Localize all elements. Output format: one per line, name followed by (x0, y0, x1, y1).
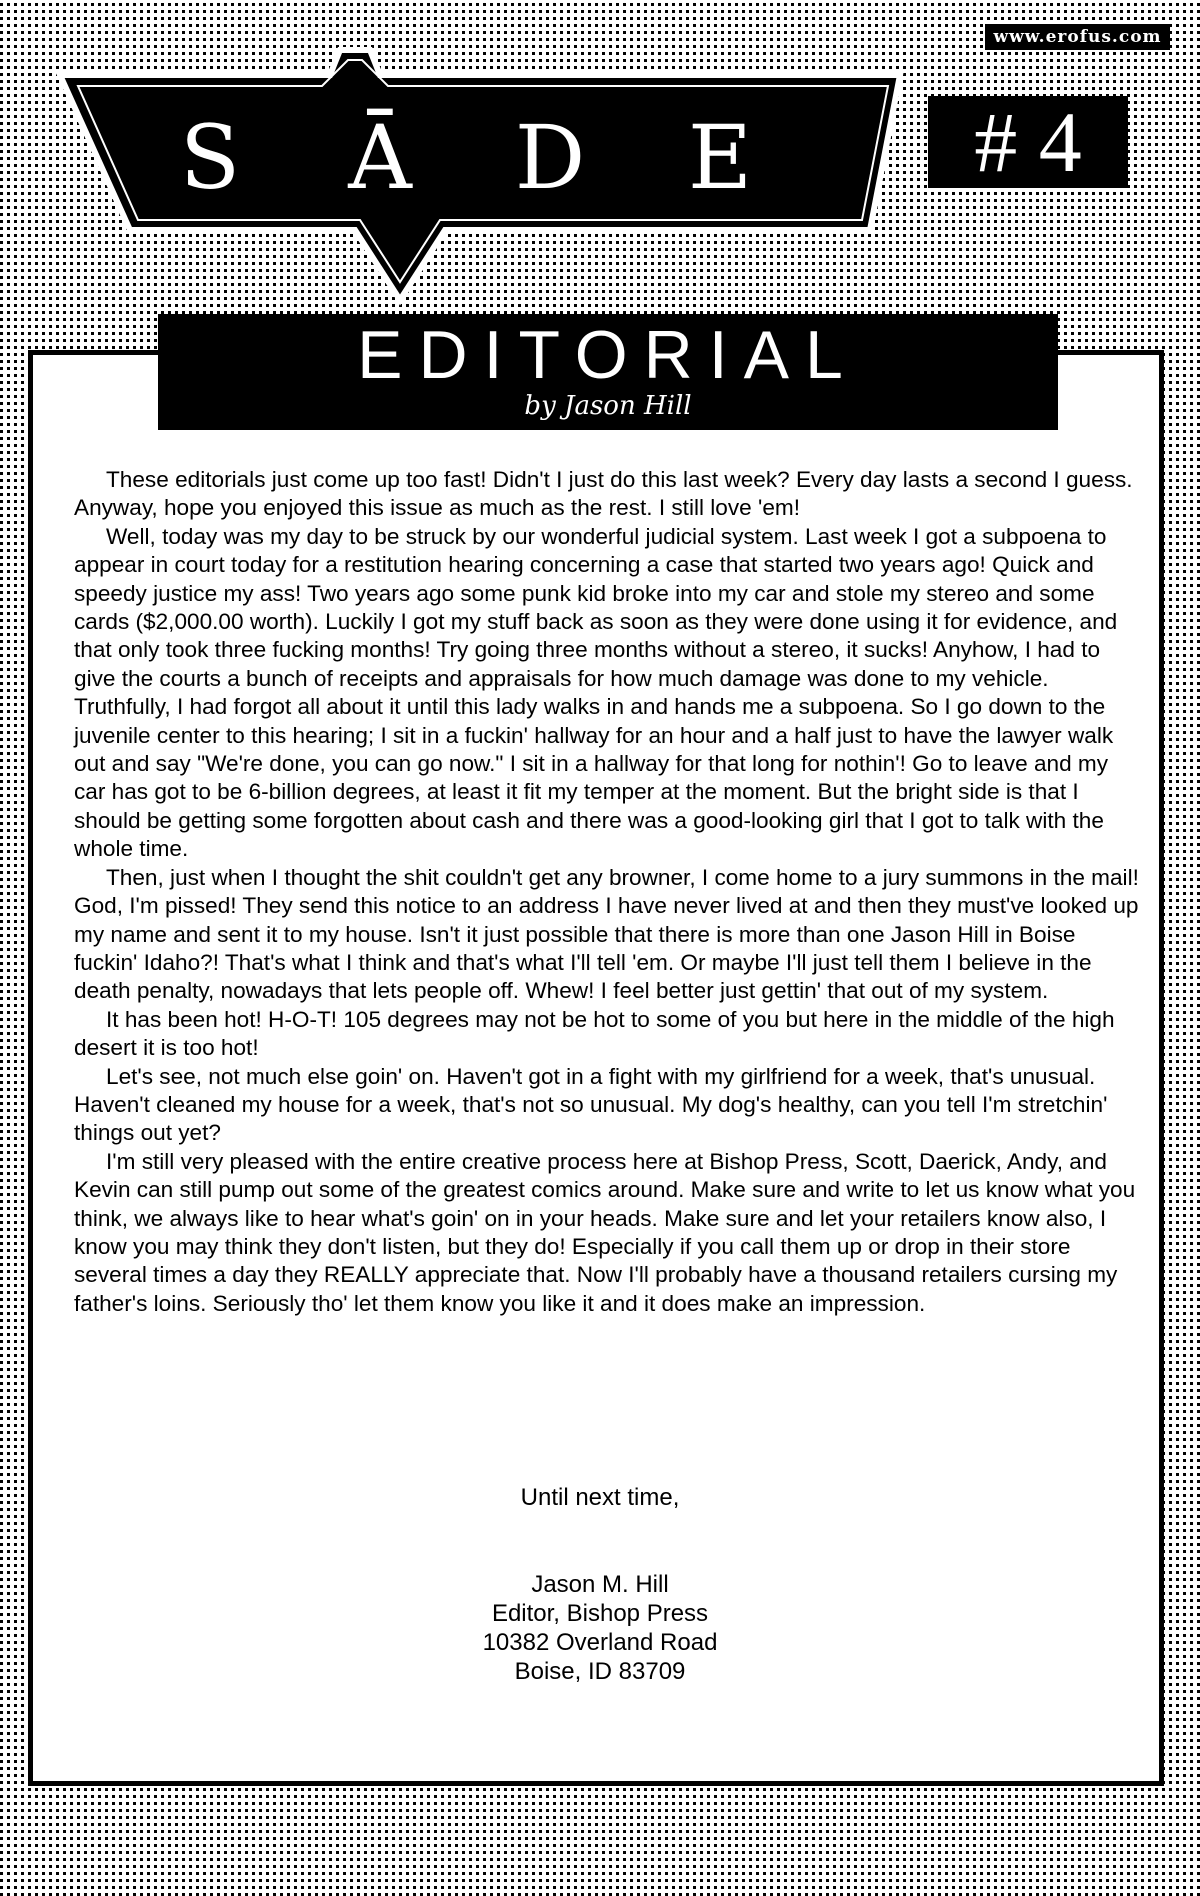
address-title: Editor, Bishop Press (491, 1600, 709, 1627)
issue-number: # 4 (928, 96, 1128, 188)
address-city: Boise, ID 83709 (514, 1658, 686, 1685)
paragraph: Let's see, not much else goin' on. Haven't got in a fight with my girlfriend for a week, that's unusual. Haven't cleaned my house for a week, that's not so unusual. My dog's healthy, can you tell I'm stretchin' things out yet? (74, 1063, 1108, 1146)
editorial-body (74, 466, 1139, 1318)
paragraph: These editorials just come up too fast! Didn't I just do this last week? Every day lasts a second I guess. Anyway, hope you enjoyed this issue as much as the rest. I still love 'em! (74, 467, 1133, 521)
logo-letter-s: S (179, 106, 241, 209)
logo-letter-a: Ā (348, 106, 412, 209)
logo-letters (150, 108, 780, 208)
editorial-header (158, 314, 1058, 430)
logo-letter-e: E (687, 106, 753, 209)
closing-block (300, 1483, 900, 1686)
signoff: Until next time, (520, 1484, 680, 1511)
editorial-title: EDITORIAL (357, 317, 859, 393)
editorial-byline: by Jason Hill (524, 391, 692, 421)
watermark: www.erofus.com (985, 24, 1170, 50)
paragraph: It has been hot! H-O-T! 105 degrees may not be hot to some of you but here in the middle of the high desert it is too hot! (74, 1006, 1115, 1061)
paragraph: Well, today was my day to be struck by our wonderful judicial system. Last week I got a subpoena to appear in court today for a restitution hearing concerning a case that started two years ago! Quick and speedy justice my ass! Two years ago some punk kid broke into my car and stole my stereo and some cards ($2,000.00 worth). Luckily I got my stuff back as soon as they were done using it for evidence, and that only took three fucking months! Try going three months without a stereo, it sucks! Anyhow, I had to give the courts a bunch of receipts and appraisals for how much damage was done to my vehicle. Truthfully, I had forgot all about it until this lady walks in and hands me a subpoena. So I go down to the juvenile center to this hearing; I sit in a fuckin' hallway for an hour and a half just to have the lawyer walk out and say "We're done, you can go now." I sit in a hallway for that long for nothin'! Go to leave and my car has got to be 6-billion degrees, at least it fit my temper at the moment. But the bright side is that I should be getting some forgotten about cash and there was a good-looking girl that I got to talk with the whole time. (74, 523, 1118, 862)
address-name: Jason M. Hill (531, 1571, 669, 1598)
logo-letter-d: D (514, 106, 586, 209)
paragraph: I'm still very pleased with the entire creative process here at Bishop Press, Scott, Daerick, Andy, and Kevin can still pump out some of the greatest comics around. Make sure and write to let us know what you think, we always like to hear what's goin' on in your heads. Make sure and let your retailers know also, I know you may think they don't listen, but they do! Especially if you call them up or drop in their store several times a day they REALLY appreciate that. Now I'll probably have a thousand retailers cursing my father's loins. Seriously tho' let them know you like it and it does make an impression. (74, 1148, 1136, 1316)
paragraph: Then, just when I thought the shit couldn't get any browner, I come home to a jury summons in the mail! God, I'm pissed! They send this notice to an address I have never lived at and then they must've looked up my name and sent it to my house. Isn't it just possible that there is more than one Jason Hill in Boise fuckin' Idaho?! That's what I think and that's what I'll tell 'em. Or maybe I'll just tell them I believe in the death penalty, nowadays that lets people off. Whew! I feel better just gettin' that out of my system. (74, 864, 1139, 1004)
address-block (300, 1570, 900, 1686)
address-street: 10382 Overland Road (482, 1629, 718, 1656)
